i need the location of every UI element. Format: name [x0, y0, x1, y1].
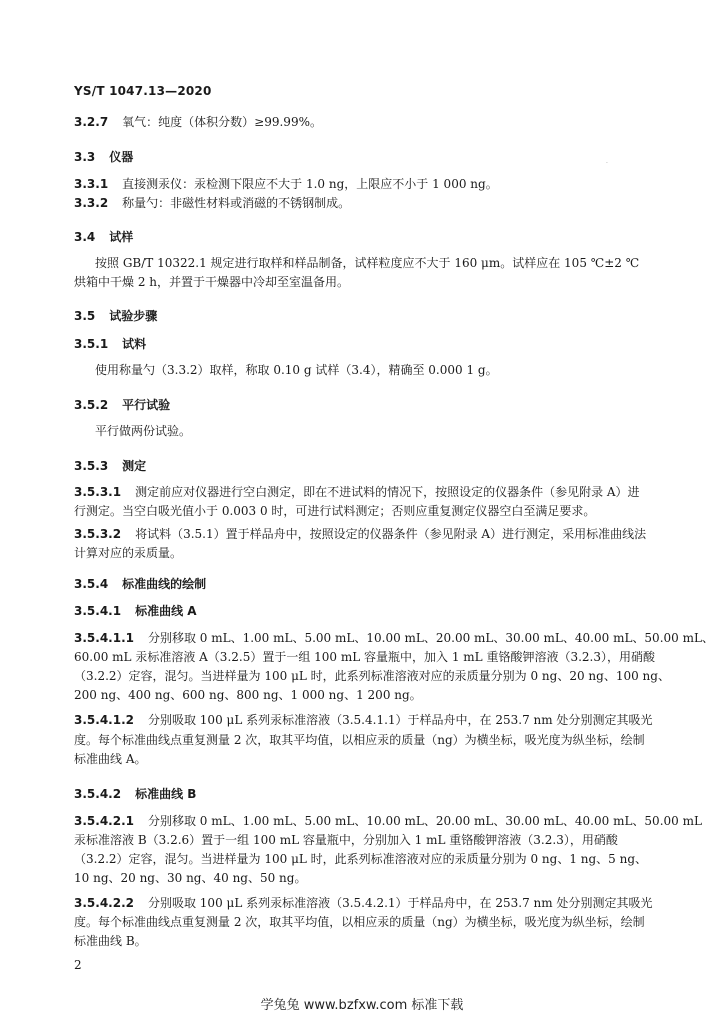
text-line	[74, 546, 182, 561]
text-line	[74, 852, 647, 867]
watermark-footer: 学兔兔 www.bzfxw.com 标准下载	[260, 998, 464, 1013]
text-line	[95, 424, 191, 439]
clause-text: 分别吸取 100 μL 系列汞标准溶液（3.5.4.2.1）于样品舟中，在 253.7 nm 处分别测定其吸光	[147, 896, 653, 910]
scan-mark: ·	[606, 160, 608, 167]
clause-line	[74, 577, 206, 592]
clause-number: 3.5.4.1.2	[74, 713, 134, 727]
clause-line	[74, 459, 146, 474]
clause-number: 3.5	[74, 309, 96, 323]
clause-text: 行测定。当空白吸光值小于 0.003 0 时，可进行试料测定；否则应重复测定仪器空白至满足要求。	[74, 504, 596, 518]
clause-text: 10 ng、20 ng、30 ng、40 ng、50 ng。	[74, 871, 307, 885]
text-line	[74, 871, 306, 886]
clause-text: 计算对应的汞质量。	[74, 546, 183, 560]
clause-text: 度。每个标准曲线点重复测量 2 次，取其平均值，以相应汞的质量（ng）为横坐标，吸光度为纵坐标，绘制	[74, 733, 645, 747]
clause-number: 3.5.4	[74, 577, 109, 591]
clause-number: 3.3	[74, 150, 96, 164]
clause-line	[74, 814, 702, 829]
clause-line	[74, 177, 498, 192]
clause-text: 平行做两份试验。	[95, 424, 192, 438]
clause-number: 3.3.2	[74, 196, 109, 210]
clause-text: 度。每个标准曲线点重复测量 2 次，取其平均值，以相应汞的质量（ng）为横坐标，吸光度为纵坐标，绘制	[74, 915, 645, 929]
clause-number: 3.3.1	[74, 177, 109, 191]
clause-line	[74, 196, 350, 211]
text-line	[95, 363, 498, 378]
clause-line	[74, 631, 714, 646]
text-line	[74, 504, 595, 519]
clause-line	[74, 115, 322, 130]
clause-heading: 仪器	[109, 150, 134, 164]
clause-text: 测定前应对仪器进行空白测定，即在不进试料的情况下，按照设定的仪器条件（参见附录 A）进	[135, 485, 640, 499]
clause-line	[74, 230, 133, 245]
clause-text: 将试料（3.5.1）置于样品舟中，按照设定的仪器条件（参见附录 A）进行测定，采用标准曲线法	[135, 527, 647, 541]
clause-line	[74, 337, 146, 352]
clause-heading: 标准曲线 A	[135, 604, 197, 618]
clause-heading: 试料	[122, 337, 147, 351]
clause-number: 3.5.4.1.1	[74, 631, 134, 645]
clause-number: 3.2.7	[74, 115, 109, 129]
standard-number-header: YS/T 1047.13—2020	[74, 84, 212, 98]
clause-line	[74, 604, 197, 619]
clause-text: 分别移取 0 mL、1.00 mL、5.00 mL、10.00 mL、20.00 mL、30.00 mL、40.00 mL、50.00 mL	[147, 814, 702, 828]
clause-heading: 平行试验	[122, 398, 171, 412]
text-line	[74, 669, 670, 684]
clause-number: 3.5.4.2.1	[74, 814, 134, 828]
clause-number: 3.5.1	[74, 337, 109, 351]
text-line	[74, 275, 349, 290]
clause-line	[74, 787, 196, 802]
clause-line	[74, 527, 646, 542]
clause-line	[74, 896, 652, 911]
clause-line	[74, 398, 170, 413]
text-line	[95, 256, 639, 271]
clause-text: 标准曲线 A。	[74, 752, 147, 766]
clause-text: 60.00 mL 汞标准溶液 A（3.2.5）置于一组 100 mL 容量瓶中，加入 1 mL 重铬酸钾溶液（3.2.3），用硝酸	[74, 650, 656, 664]
clause-text: 使用称量勺（3.3.2）取样，称取 0.10 g 试样（3.4），精确至 0.000 1 g。	[95, 363, 498, 377]
clause-heading: 标准曲线 B	[135, 787, 197, 801]
clause-text: （3.2.2）定容，混匀。当进样量为 100 μL 时，此系列标准溶液对应的汞质量分别为 0 ng、1 ng、5 ng、	[74, 852, 648, 866]
clause-line	[74, 713, 652, 728]
clause-heading: 标准曲线的绘制	[122, 577, 207, 591]
page-number: 2	[74, 958, 82, 972]
clause-number: 3.5.4.2	[74, 787, 122, 801]
clause-number: 3.5.3	[74, 459, 109, 473]
text-line	[74, 934, 147, 949]
clause-number: 3.5.4.1	[74, 604, 122, 618]
clause-text: 分别移取 0 mL、1.00 mL、5.00 mL、10.00 mL、20.00 mL、30.00 mL、40.00 mL、50.00 mL、	[147, 631, 714, 645]
clause-text: 标准曲线 B。	[74, 934, 147, 948]
text-line	[74, 733, 645, 748]
clause-heading: 试样	[109, 230, 134, 244]
text-line	[74, 650, 655, 665]
clause-number: 3.4	[74, 230, 96, 244]
clause-text: 200 ng、400 ng、600 ng、800 ng、1 000 ng、1 200 ng。	[74, 688, 422, 702]
clause-text: 称量勺：非磁性材料或消磁的不锈钢制成。	[122, 196, 351, 210]
clause-text: （3.2.2）定容，混匀。当进样量为 100 μL 时，此系列标准溶液对应的汞质量分别为 0 ng、20 ng、100 ng、	[74, 669, 670, 683]
clause-line	[74, 309, 157, 324]
clause-number: 3.5.4.2.2	[74, 896, 134, 910]
clause-line	[74, 150, 133, 165]
text-line	[74, 688, 422, 703]
clause-text: 烘箱中干燥 2 h，并置于干燥器中冷却至室温备用。	[74, 275, 349, 289]
clause-number: 3.5.3.2	[74, 527, 122, 541]
text-line	[74, 915, 645, 930]
clause-number: 3.5.2	[74, 398, 109, 412]
clause-text: 分别吸取 100 μL 系列汞标准溶液（3.5.4.1.1）于样品舟中，在 253.7 nm 处分别测定其吸光	[147, 713, 653, 727]
clause-text: 汞标准溶液 B（3.2.6）置于一组 100 mL 容量瓶中，分别加入 1 mL 重铬酸钾溶液（3.2.3），用硝酸	[74, 833, 618, 847]
clause-number: 3.5.3.1	[74, 485, 122, 499]
clause-text: 按照 GB/T 10322.1 规定进行取样和样品制备，试样粒度应不大于 160 μm。试样应在 105 ℃±2 ℃	[95, 256, 640, 270]
clause-line	[74, 485, 640, 500]
clause-text: 氧气：纯度（体积分数）≥99.99%。	[122, 115, 322, 129]
clause-text: 直接测汞仪：汞检测下限应不大于 1.0 ng，上限应不小于 1 000 ng。	[122, 177, 498, 191]
text-line	[74, 752, 146, 767]
clause-heading: 测定	[122, 459, 147, 473]
text-line	[74, 833, 618, 848]
clause-heading: 试验步骤	[109, 309, 158, 323]
